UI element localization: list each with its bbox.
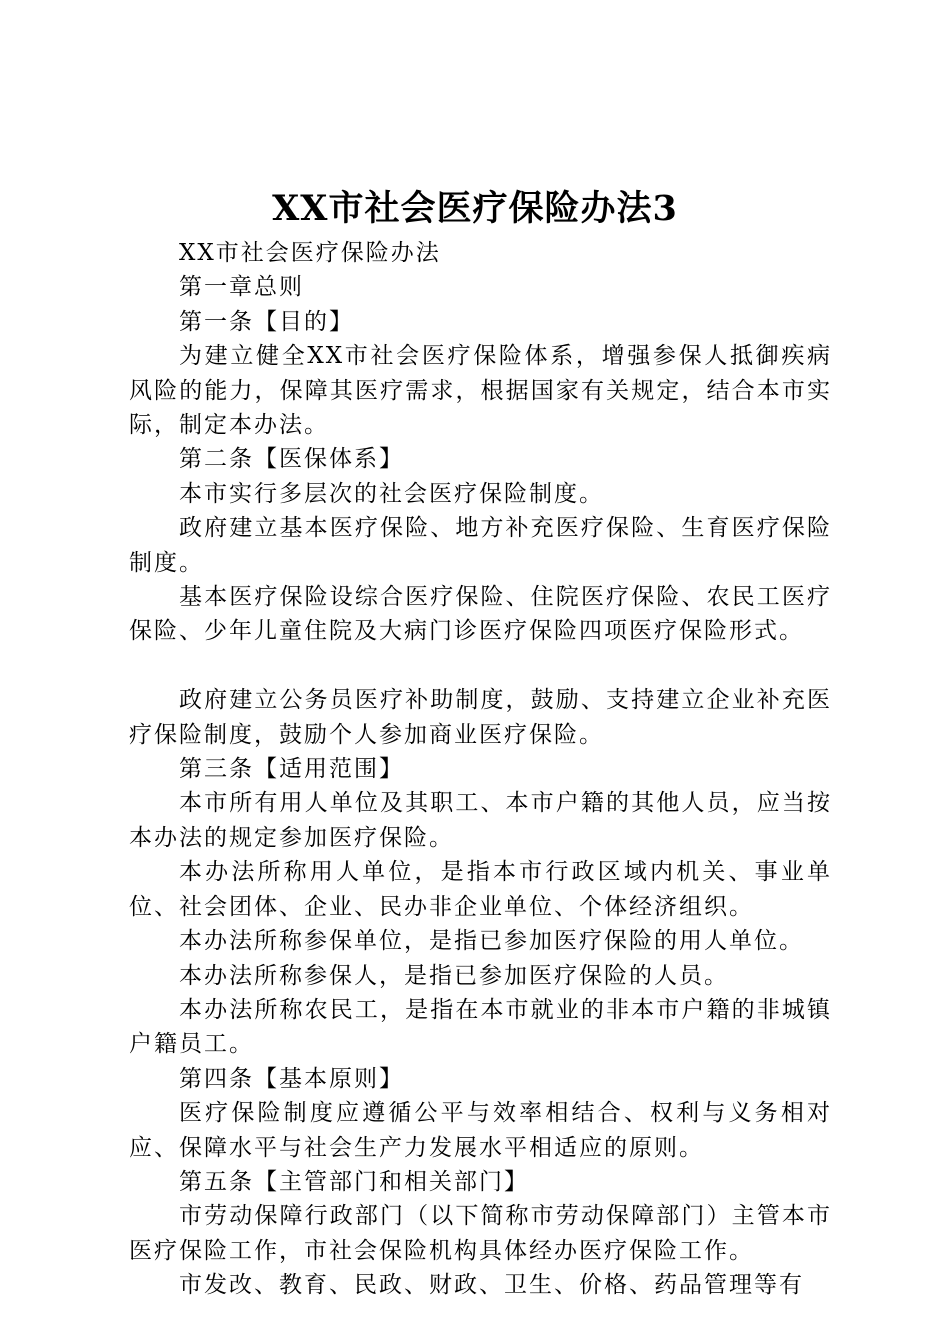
paragraph: 基本医疗保险设综合医疗保险、住院医疗保险、农民工医疗保险、少年儿童住院及大病门诊医疗保险四项医疗保险形式。 xyxy=(129,584,832,645)
paragraph-subtitle: XX市社会医疗保险办法 xyxy=(179,240,441,266)
paragraph: 为建立健全XX市社会医疗保险体系，增强参保人抵御疾病风险的能力，保障其医疗需求，根据国家有关规定，结合本市实际，制定本办法。 xyxy=(129,343,832,439)
paragraph: 医疗保险制度应遵循公平与效率相结合、权利与义务相对应、保障水平与社会生产力发展水平相适应的原则。 xyxy=(129,1100,832,1161)
paragraph: 市劳动保障行政部门（以下简称市劳动保障部门）主管本市医疗保险工作，市社会保险机构具体经办医疗保险工作。 xyxy=(129,1203,832,1264)
chapter-heading: 第一章总则 xyxy=(179,274,304,301)
document-title: XX市社会医疗保险办法3 xyxy=(272,188,678,229)
paragraph: 政府建立基本医疗保险、地方补充医疗保险、生育医疗保险制度。 xyxy=(129,515,832,576)
document-body xyxy=(129,236,832,1303)
paragraph: 市发改、教育、民政、财政、卫生、价格、药品管理等有 xyxy=(179,1272,804,1299)
paragraph: 本办法所称参保人，是指已参加医疗保险的人员。 xyxy=(179,962,729,989)
paragraph: 本市实行多层次的社会医疗保险制度。 xyxy=(179,480,604,507)
article-heading: 第四条【基本原则】 xyxy=(179,1065,404,1092)
paragraph: 本办法所称用人单位，是指本市行政区域内机关、事业单位、社会团体、企业、民办非企业单位、个体经济组织。 xyxy=(129,859,832,920)
blank-line xyxy=(129,649,832,683)
paragraph: 政府建立公务员医疗补助制度，鼓励、支持建立企业补充医疗保险制度，鼓励个人参加商业医疗保险。 xyxy=(129,687,832,748)
article-heading: 第三条【适用范围】 xyxy=(179,756,404,783)
article-heading: 第一条【目的】 xyxy=(179,308,354,335)
article-heading: 第五条【主管部门和相关部门】 xyxy=(179,1168,529,1195)
paragraph: 本办法所称参保单位，是指已参加医疗保险的用人单位。 xyxy=(179,928,804,955)
article-heading: 第二条【医保体系】 xyxy=(179,446,404,473)
paragraph: 本市所有用人单位及其职工、本市户籍的其他人员，应当按本办法的规定参加医疗保险。 xyxy=(129,790,832,851)
paragraph: 本办法所称农民工，是指在本市就业的非本市户籍的非城镇户籍员工。 xyxy=(129,996,832,1058)
